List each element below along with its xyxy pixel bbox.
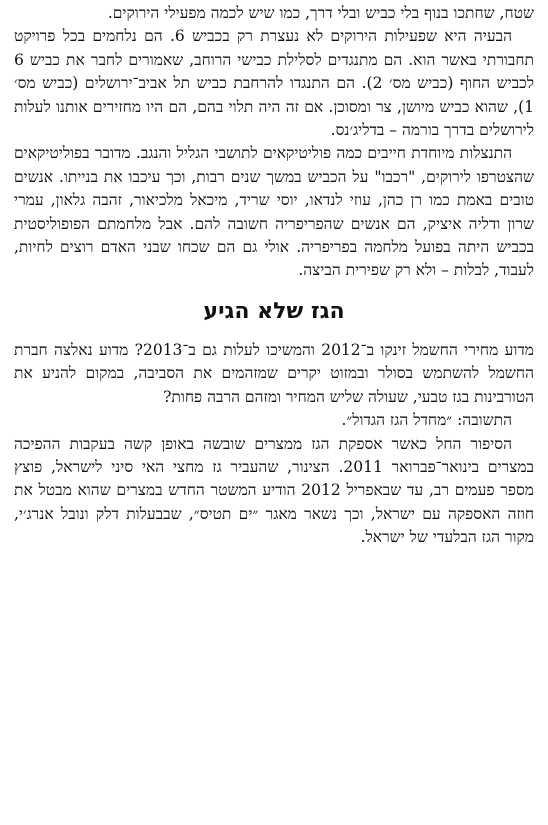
paragraph-greens-opposition: הבעיה היא שפעילות הירוקים לא נעצרת רק בכביש 6. הם נלחמים בכל פרויקט תחבורתי באשר הוא. הם מתנגדים לסלילת כבישי הרוחב, שאמורים לחבר את כביש 6 לכביש החוף (כביש מס׳ 2). הם התנגדו להרחבת כביש תל אביב־ירושלים (כביש מס׳ 1), שהוא כביש מיושן, צר ומסוכן. אם זה היה תלוי בהם, הם היו מחזירים אותנו לעלות לירושלים בדרך בורמה – בדליג׳נס. bbox=[14, 27, 535, 140]
section-gas bbox=[14, 297, 534, 550]
paragraph-egypt-supply: הסיפור החל כאשר אספקת הגז ממצרים שובשה באופן קשה בעקבות ההפיכה במצרים בינואר־פברואר 2011. הצינור, שהעביר גז מחצי האי סיני לישראל, פוצץ מספר פעמים רב, עד שבאפריל 2012 הודיע המשטר החדש במצרים שהוא מבטל את חוזה האספקה עם ישראל, וכך נשאר מאגר ״ים תטיס״, שבבעלות דלק ונובל אנרג׳י, מקור הגז הבלעדי של ישראל. bbox=[14, 434, 534, 547]
paragraph-continuation: שטח, שחתכו בנוף בלי כביש ובלי דרך, כמו שיש לכמה מפעילי הירוקים. bbox=[107, 4, 534, 22]
paragraph-electricity-prices: מדוע מחירי החשמל זינקו ב־2012 והמשיכו לעלות גם ב־2013? מדוע נאלצה חברת החשמל להשתמש בסולר ובמזוט יקרים שמזהמים את הסביבה, במקום להניע את הטורבינות בגז טבעי, שעולה שליש המחיר ומזהם הרבה פחות? bbox=[14, 340, 534, 406]
section-heading: הגז שלא הגיע bbox=[203, 298, 345, 324]
section-roads bbox=[14, 2, 534, 283]
paragraph-answer: התשובה: ״מחדל הגז הגדול״. bbox=[341, 411, 512, 430]
paragraph-politicians-apology: התנצלות מיוחדת חייבים כמה פוליטיקאים לתושבי הגליל והנגב. מדובר בפוליטיקאים שהצטרפו לירוקים, "רכבו" על הכביש במשך שנים רבות, וכך עיכבו את בנייתו. אנשים טובים באמת כמו רן כהן, עוזי לנדאו, יוסי שריד, מיכאל מלכיאור, זהבה גלאון, עמרי שרון ודליה איציק, הם אנשים שהפריפריה חשובה להם. אבל מלחמתם הפופוליסטית בכביש היתה בפועל מלחמה בפריפריה. אולי גם הם שכחו שבני האדם רוצים לחיות, לעבוד, לבלות – ולא רק שפירית הביצה. bbox=[14, 144, 534, 280]
